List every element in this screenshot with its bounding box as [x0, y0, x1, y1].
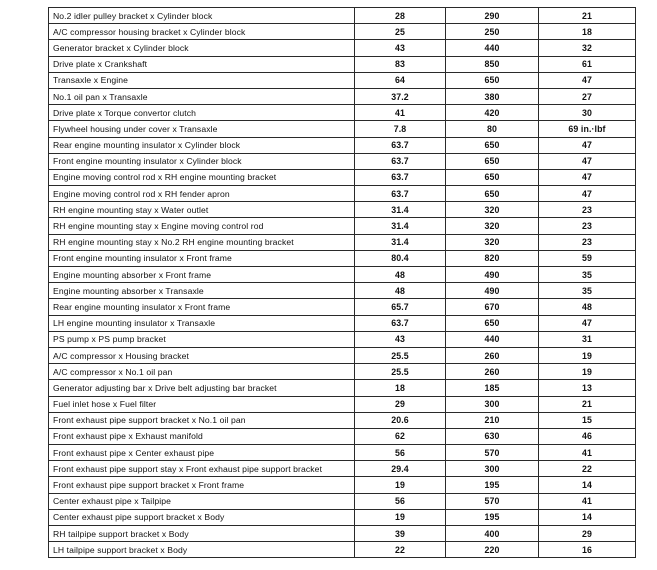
torque-nm-cell: 25: [355, 24, 446, 40]
torque-ftlbf-cell: 47: [539, 315, 636, 331]
table-row: [49, 315, 636, 331]
torque-ftlbf-cell: 19: [539, 347, 636, 363]
table-row: [49, 347, 636, 363]
table-row: [49, 477, 636, 493]
torque-kgf-cell: 570: [446, 445, 539, 461]
table-row: [49, 56, 636, 72]
torque-nm-cell: 29: [355, 396, 446, 412]
part-name-cell: Front exhaust pipe support stay x Front exhaust pipe support bracket: [49, 461, 355, 477]
part-name-cell: PS pump x PS pump bracket: [49, 331, 355, 347]
torque-ftlbf-cell: 69 in.·lbf: [539, 121, 636, 137]
torque-nm-cell: 20.6: [355, 412, 446, 428]
torque-kgf-cell: 630: [446, 428, 539, 444]
part-name-cell: RH engine mounting stay x Engine moving control rod: [49, 218, 355, 234]
torque-kgf-cell: 820: [446, 250, 539, 266]
part-name-cell: No.2 idler pulley bracket x Cylinder block: [49, 8, 355, 24]
torque-ftlbf-cell: 35: [539, 267, 636, 283]
torque-kgf-cell: 320: [446, 218, 539, 234]
torque-kgf-cell: 195: [446, 509, 539, 525]
torque-nm-cell: 56: [355, 493, 446, 509]
torque-ftlbf-cell: 29: [539, 526, 636, 542]
torque-kgf-cell: 300: [446, 396, 539, 412]
torque-nm-cell: 22: [355, 542, 446, 558]
torque-ftlbf-cell: 47: [539, 72, 636, 88]
torque-nm-cell: 39: [355, 526, 446, 542]
torque-kgf-cell: 650: [446, 72, 539, 88]
torque-kgf-cell: 570: [446, 493, 539, 509]
torque-ftlbf-cell: 30: [539, 105, 636, 121]
table-row: [49, 137, 636, 153]
torque-nm-cell: 43: [355, 40, 446, 56]
torque-kgf-cell: 650: [446, 153, 539, 169]
table-row: [49, 105, 636, 121]
torque-kgf-cell: 185: [446, 380, 539, 396]
torque-kgf-cell: 290: [446, 8, 539, 24]
part-name-cell: Front engine mounting insulator x Cylinder block: [49, 153, 355, 169]
torque-ftlbf-cell: 27: [539, 88, 636, 104]
torque-ftlbf-cell: 18: [539, 24, 636, 40]
torque-kgf-cell: 650: [446, 315, 539, 331]
part-name-cell: RH engine mounting stay x Water outlet: [49, 202, 355, 218]
torque-nm-cell: 25.5: [355, 347, 446, 363]
torque-ftlbf-cell: 41: [539, 445, 636, 461]
torque-nm-cell: 63.7: [355, 169, 446, 185]
torque-nm-cell: 18: [355, 380, 446, 396]
torque-kgf-cell: 320: [446, 234, 539, 250]
table-row: [49, 202, 636, 218]
table-row: [49, 88, 636, 104]
torque-kgf-cell: 300: [446, 461, 539, 477]
torque-nm-cell: 37.2: [355, 88, 446, 104]
torque-kgf-cell: 850: [446, 56, 539, 72]
torque-nm-cell: 48: [355, 267, 446, 283]
part-name-cell: Drive plate x Crankshaft: [49, 56, 355, 72]
torque-ftlbf-cell: 47: [539, 169, 636, 185]
part-name-cell: Transaxle x Engine: [49, 72, 355, 88]
torque-ftlbf-cell: 59: [539, 250, 636, 266]
table-row: [49, 396, 636, 412]
table-row: [49, 40, 636, 56]
torque-nm-cell: 64: [355, 72, 446, 88]
part-name-cell: Engine mounting absorber x Transaxle: [49, 283, 355, 299]
torque-table-body: [49, 8, 636, 558]
torque-ftlbf-cell: 47: [539, 137, 636, 153]
torque-nm-cell: 63.7: [355, 153, 446, 169]
table-row: [49, 250, 636, 266]
part-name-cell: Front exhaust pipe support bracket x No.1 oil pan: [49, 412, 355, 428]
part-name-cell: Center exhaust pipe x Tailpipe: [49, 493, 355, 509]
torque-ftlbf-cell: 46: [539, 428, 636, 444]
torque-kgf-cell: 195: [446, 477, 539, 493]
torque-kgf-cell: 650: [446, 186, 539, 202]
part-name-cell: LH tailpipe support bracket x Body: [49, 542, 355, 558]
torque-kgf-cell: 490: [446, 283, 539, 299]
part-name-cell: Front exhaust pipe support bracket x Front frame: [49, 477, 355, 493]
torque-nm-cell: 19: [355, 509, 446, 525]
table-row: [49, 445, 636, 461]
torque-kgf-cell: 670: [446, 299, 539, 315]
part-name-cell: Drive plate x Torque convertor clutch: [49, 105, 355, 121]
torque-ftlbf-cell: 47: [539, 153, 636, 169]
torque-nm-cell: 63.7: [355, 186, 446, 202]
part-name-cell: Rear engine mounting insulator x Front frame: [49, 299, 355, 315]
table-row: [49, 364, 636, 380]
part-name-cell: Engine mounting absorber x Front frame: [49, 267, 355, 283]
part-name-cell: Generator bracket x Cylinder block: [49, 40, 355, 56]
torque-ftlbf-cell: 48: [539, 299, 636, 315]
table-row: [49, 72, 636, 88]
table-row: [49, 509, 636, 525]
table-row: [49, 234, 636, 250]
torque-ftlbf-cell: 61: [539, 56, 636, 72]
torque-nm-cell: 56: [355, 445, 446, 461]
torque-kgf-cell: 440: [446, 40, 539, 56]
part-name-cell: Front exhaust pipe x Exhaust manifold: [49, 428, 355, 444]
table-row: [49, 218, 636, 234]
torque-nm-cell: 28: [355, 8, 446, 24]
part-name-cell: Fuel inlet hose x Fuel filter: [49, 396, 355, 412]
torque-nm-cell: 41: [355, 105, 446, 121]
torque-nm-cell: 80.4: [355, 250, 446, 266]
torque-kgf-cell: 650: [446, 137, 539, 153]
part-name-cell: Front exhaust pipe x Center exhaust pipe: [49, 445, 355, 461]
torque-nm-cell: 43: [355, 331, 446, 347]
torque-nm-cell: 31.4: [355, 202, 446, 218]
part-name-cell: Generator adjusting bar x Drive belt adjusting bar bracket: [49, 380, 355, 396]
part-name-cell: A/C compressor housing bracket x Cylinder block: [49, 24, 355, 40]
torque-nm-cell: 29.4: [355, 461, 446, 477]
torque-nm-cell: 19: [355, 477, 446, 493]
torque-kgf-cell: 250: [446, 24, 539, 40]
torque-ftlbf-cell: 21: [539, 8, 636, 24]
table-row: [49, 267, 636, 283]
part-name-cell: Flywheel housing under cover x Transaxle: [49, 121, 355, 137]
torque-kgf-cell: 400: [446, 526, 539, 542]
table-row: [49, 412, 636, 428]
part-name-cell: Engine moving control rod x RH fender apron: [49, 186, 355, 202]
part-name-cell: LH engine mounting insulator x Transaxle: [49, 315, 355, 331]
torque-ftlbf-cell: 23: [539, 218, 636, 234]
torque-nm-cell: 62: [355, 428, 446, 444]
torque-kgf-cell: 420: [446, 105, 539, 121]
part-name-cell: RH engine mounting stay x No.2 RH engine mounting bracket: [49, 234, 355, 250]
torque-ftlbf-cell: 21: [539, 396, 636, 412]
torque-ftlbf-cell: 23: [539, 202, 636, 218]
torque-nm-cell: 7.8: [355, 121, 446, 137]
torque-kgf-cell: 380: [446, 88, 539, 104]
torque-kgf-cell: 80: [446, 121, 539, 137]
table-row: [49, 169, 636, 185]
torque-kgf-cell: 210: [446, 412, 539, 428]
part-name-cell: Rear engine mounting insulator x Cylinder block: [49, 137, 355, 153]
table-row: [49, 153, 636, 169]
part-name-cell: A/C compressor x Housing bracket: [49, 347, 355, 363]
torque-kgf-cell: 440: [446, 331, 539, 347]
torque-nm-cell: 25.5: [355, 364, 446, 380]
torque-ftlbf-cell: 32: [539, 40, 636, 56]
torque-ftlbf-cell: 14: [539, 509, 636, 525]
torque-kgf-cell: 220: [446, 542, 539, 558]
table-row: [49, 283, 636, 299]
part-name-cell: RH tailpipe support bracket x Body: [49, 526, 355, 542]
table-row: [49, 526, 636, 542]
torque-ftlbf-cell: 19: [539, 364, 636, 380]
torque-ftlbf-cell: 13: [539, 380, 636, 396]
table-row: [49, 121, 636, 137]
table-row: [49, 24, 636, 40]
torque-kgf-cell: 320: [446, 202, 539, 218]
table-row: [49, 428, 636, 444]
torque-nm-cell: 48: [355, 283, 446, 299]
torque-ftlbf-cell: 41: [539, 493, 636, 509]
torque-ftlbf-cell: 14: [539, 477, 636, 493]
table-row: [49, 186, 636, 202]
table-row: [49, 542, 636, 558]
torque-kgf-cell: 260: [446, 347, 539, 363]
torque-ftlbf-cell: 31: [539, 331, 636, 347]
part-name-cell: Front engine mounting insulator x Front frame: [49, 250, 355, 266]
torque-ftlbf-cell: 23: [539, 234, 636, 250]
torque-nm-cell: 63.7: [355, 315, 446, 331]
torque-ftlbf-cell: 16: [539, 542, 636, 558]
torque-kgf-cell: 490: [446, 267, 539, 283]
torque-ftlbf-cell: 35: [539, 283, 636, 299]
torque-ftlbf-cell: 15: [539, 412, 636, 428]
table-row: [49, 8, 636, 24]
part-name-cell: Center exhaust pipe support bracket x Body: [49, 509, 355, 525]
torque-nm-cell: 31.4: [355, 234, 446, 250]
torque-nm-cell: 31.4: [355, 218, 446, 234]
torque-nm-cell: 65.7: [355, 299, 446, 315]
torque-kgf-cell: 650: [446, 169, 539, 185]
part-name-cell: A/C compressor x No.1 oil pan: [49, 364, 355, 380]
torque-nm-cell: 63.7: [355, 137, 446, 153]
part-name-cell: No.1 oil pan x Transaxle: [49, 88, 355, 104]
table-row: [49, 380, 636, 396]
torque-spec-table: [48, 7, 636, 558]
table-row: [49, 331, 636, 347]
torque-nm-cell: 83: [355, 56, 446, 72]
table-row: [49, 461, 636, 477]
torque-kgf-cell: 260: [446, 364, 539, 380]
torque-ftlbf-cell: 22: [539, 461, 636, 477]
table-row: [49, 493, 636, 509]
table-row: [49, 299, 636, 315]
part-name-cell: Engine moving control rod x RH engine mounting bracket: [49, 169, 355, 185]
torque-ftlbf-cell: 47: [539, 186, 636, 202]
